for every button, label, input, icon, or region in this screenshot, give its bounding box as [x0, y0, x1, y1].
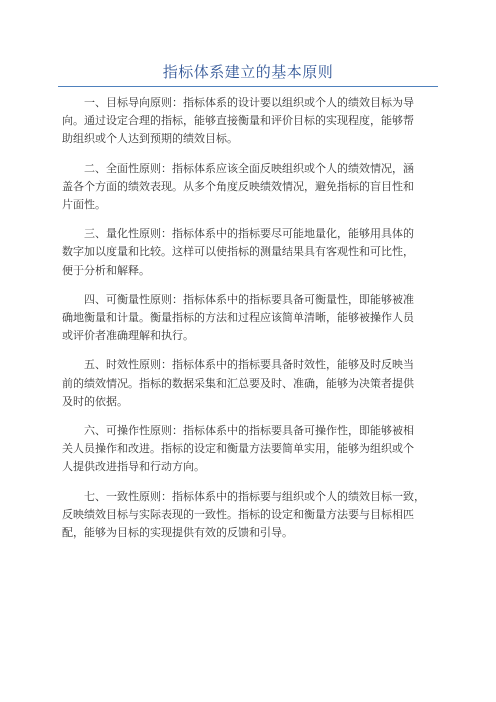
paragraph-line: 片面性。	[62, 198, 106, 212]
paragraph-line: 或评价者准确理解和执行。	[62, 329, 194, 343]
paragraph-line: 人提供改进指导和行动方向。	[62, 460, 205, 474]
paragraph-line: 及时的依据。	[62, 394, 128, 408]
paragraph-1	[62, 94, 436, 149]
paragraph-line: 便于分析和解释。	[62, 263, 150, 277]
paragraph-line: 向。通过设定合理的指标，能够直接衡量和评价目标的实现程度，能够帮	[62, 114, 414, 128]
paragraph-line: 确地衡量和计量。衡量指标的方法和过程应该简单清晰，能够被操作人员	[62, 311, 414, 325]
paragraph-line: 盖各个方面的绩效表现。从多个角度反映绩效情况，避免指标的盲目性和	[62, 179, 414, 193]
paragraph-line: 四、可衡量性原则：指标体系中的指标要具备可衡量性，即能够被准	[84, 292, 414, 306]
paragraph-line: 七、一致性原则：指标体系中的指标要与组织或个人的绩效目标一致，	[84, 489, 425, 503]
paragraph-5	[62, 356, 436, 411]
paragraph-line: 六、可操作性原则：指标体系中的指标要具备可操作性，即能够被相	[84, 424, 414, 438]
paragraph-line: 助组织或个人达到预期的绩效目标。	[62, 132, 238, 146]
document-body	[62, 94, 436, 553]
paragraph-line: 一、目标导向原则：指标体系的设计要以组织或个人的绩效目标为导	[84, 96, 414, 109]
paragraph-line: 配，能够为目标的实现提供有效的反馈和引导。	[62, 526, 293, 540]
paragraph-3	[62, 225, 436, 280]
title-underline	[58, 86, 438, 87]
paragraph-line: 数字加以度量和比较。这样可以使指标的测量结果具有客观性和可比性，	[62, 245, 414, 259]
paragraph-6	[62, 422, 436, 477]
paragraph-line: 二、全面性原则：指标体系应该全面反映组织或个人的绩效情况，涵	[84, 161, 414, 175]
paragraph-line: 前的绩效情况。指标的数据采集和汇总要及时、准确，能够为决策者提供	[62, 376, 414, 390]
paragraph-2	[62, 160, 436, 215]
document-title: 指标体系建立的基本原则	[162, 63, 334, 81]
paragraph-line: 五、时效性原则：指标体系中的指标要具备时效性，能够及时反映当	[84, 358, 414, 372]
paragraph-line: 关人员操作和改进。指标的设定和衡量方法要简单实用，能够为组织或个	[62, 442, 414, 456]
paragraph-line: 三、量化性原则：指标体系中的指标要尽可能地量化，能够用具体的	[84, 227, 414, 241]
paragraph-line: 反映绩效目标与实际表现的一致性。指标的设定和衡量方法要与目标相匹	[62, 507, 414, 521]
paragraph-4	[62, 291, 436, 346]
paragraph-7	[62, 488, 436, 543]
